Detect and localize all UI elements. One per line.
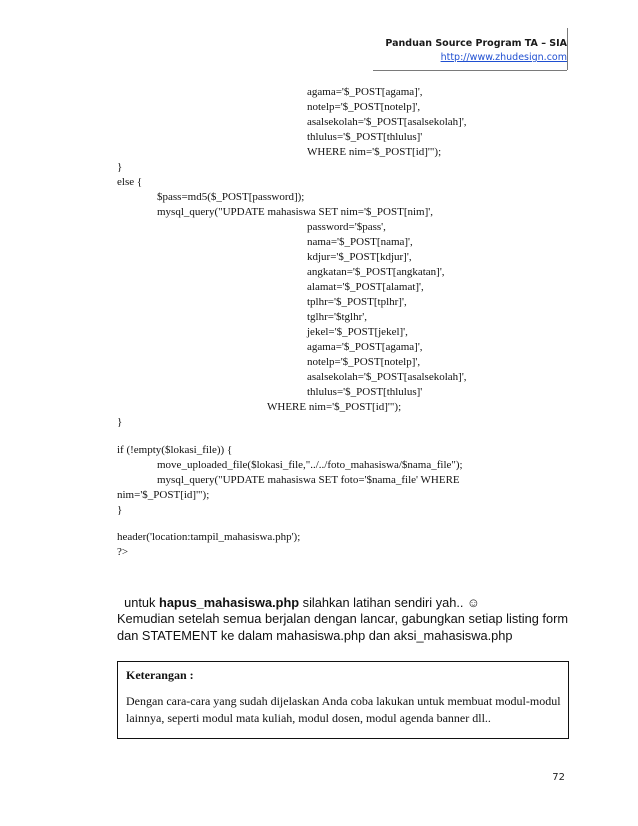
code-line: mysql_query("UPDATE mahasiswa SET foto='$nama_file' WHERE <box>157 474 460 486</box>
code-line: mysql_query("UPDATE mahasiswa SET nim='$_POST[nim]', <box>157 206 433 218</box>
code-line: header('location:tampil_mahasiswa.php'); <box>117 531 301 543</box>
note-box <box>117 661 569 739</box>
header-rule <box>373 70 567 71</box>
code-line: agama='$_POST[agama]', <box>307 86 423 98</box>
code-line: } <box>117 504 123 516</box>
code-line: jekel='$_POST[jekel]', <box>307 326 408 338</box>
instruction-text-pre: untuk <box>124 595 159 610</box>
code-line: password='$pass', <box>307 221 386 233</box>
code-line: else { <box>117 176 143 188</box>
code-line: notelp='$_POST[notelp]', <box>307 356 421 368</box>
code-line: tglhr='$tglhr', <box>307 311 367 323</box>
code-line: } <box>117 416 123 428</box>
merge-paragraph-line-1: Kemudian setelah semua berjalan dengan lancar, gabungkan setiap listing form <box>117 611 569 626</box>
code-line: tplhr='$_POST[tplhr]', <box>307 296 407 308</box>
code-line: asalsekolah='$_POST[asalsekolah]', <box>307 116 467 128</box>
header-vertical-rule <box>567 28 568 70</box>
code-line: nama='$_POST[nama]', <box>307 236 413 248</box>
code-line: WHERE nim='$_POST[id]'"); <box>307 146 442 158</box>
note-title: Keterangan : <box>126 668 194 682</box>
code-line: notelp='$_POST[notelp]', <box>307 101 421 113</box>
code-line: alamat='$_POST[alamat]', <box>307 281 424 293</box>
code-line: thlulus='$_POST[thlulus]' <box>307 386 423 398</box>
instruction-paragraph <box>117 577 480 611</box>
page-header <box>385 37 567 65</box>
code-line: move_uploaded_file($lokasi_file,"../../foto_mahasiswa/$nama_file"); <box>157 459 463 471</box>
code-line: asalsekolah='$_POST[asalsekolah]', <box>307 371 467 383</box>
instruction-text-post: silahkan latihan sendiri yah.. ☺ <box>299 595 481 610</box>
merge-paragraph-line-2: dan STATEMENT ke dalam mahasiswa.php dan aksi_mahasiswa.php <box>117 628 513 643</box>
code-line: $pass=md5($_POST[password]); <box>157 191 305 203</box>
note-body: Dengan cara-cara yang sudah dijelaskan Anda coba lakukan untuk membuat modul-modul lainnya, seperti modul mata kuliah, modul dosen, modul agenda banner dll.. <box>126 694 561 725</box>
page-number: 72 <box>552 772 565 783</box>
filename-bold: hapus_mahasiswa.php <box>159 595 300 610</box>
code-line: thlulus='$_POST[thlulus]' <box>307 131 423 143</box>
header-url-link[interactable]: http://www.zhudesign.com <box>440 52 567 63</box>
code-line: if (!empty($lokasi_file)) { <box>117 444 233 456</box>
code-line: } <box>117 161 123 173</box>
code-line: angkatan='$_POST[angkatan]', <box>307 266 445 278</box>
code-line: ?> <box>117 546 129 558</box>
code-line: WHERE nim='$_POST[id]'"); <box>267 401 402 413</box>
code-line: nim='$_POST[id]'"); <box>117 489 210 501</box>
header-title: Panduan Source Program TA – SIA <box>385 38 567 49</box>
code-line: agama='$_POST[agama]', <box>307 341 423 353</box>
code-line: kdjur='$_POST[kdjur]', <box>307 251 412 263</box>
